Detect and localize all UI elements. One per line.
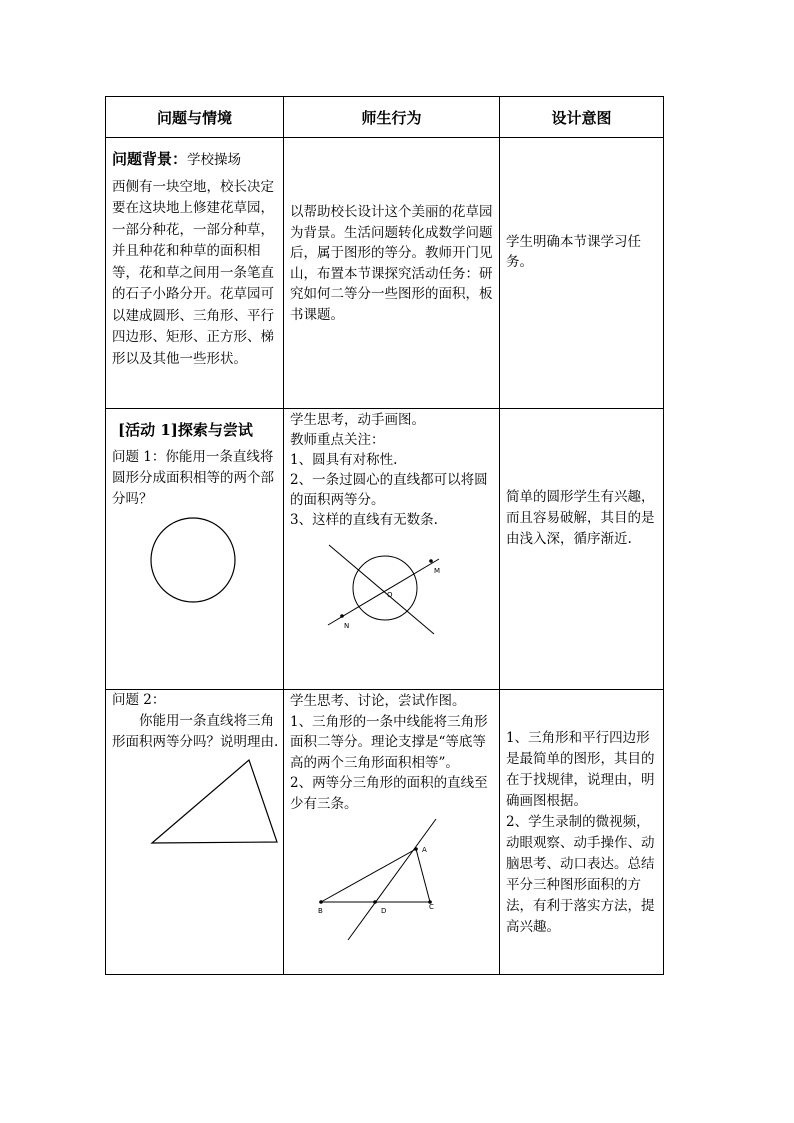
intent-list-3	[500, 690, 663, 938]
label-a: A	[422, 846, 427, 854]
label-b: B	[318, 907, 323, 915]
label-n: N	[344, 622, 350, 630]
bisector-line-2	[328, 559, 439, 625]
situation-body: 西侧有一块空地，校长决定要在这块地上修建花草园，一部分种花，一部分种草，并且种花和种草的面积相等，花和草之间用一条笔直的石子小路分开。花草园可以建成圆形、三角形、平行四边形、矩形、正方形、梯形以及其他一些形状。	[112, 178, 274, 367]
point-m	[429, 559, 433, 563]
triangle-figure	[106, 753, 282, 863]
row-question-2	[106, 690, 664, 975]
label-c: C	[429, 903, 434, 911]
behavior-line: 3、这样的直线有无数条.	[290, 512, 438, 528]
row-activity-1	[106, 409, 664, 690]
cell-behavior-2	[284, 409, 500, 690]
behavior-line: 学生思考，动手画图。	[290, 412, 425, 428]
behavior-text-1: 以帮助校长设计这个美丽的花草园为背景。生活问题转化成数学问题后，属于图形的等分。教师开门见山，布置本节课探究活动任务：研究如何二等分一些图形的面积，板书课题。	[290, 204, 493, 323]
intent-text-1: 学生明确本节课学习任务。	[506, 234, 641, 270]
activity-title: [活动 1]探索与尝试	[118, 421, 253, 439]
header-intent: 设计意图	[500, 97, 664, 138]
label-o: O	[387, 591, 393, 599]
behavior-line: 1、圆具有对称性.	[290, 452, 398, 468]
circle-shape	[353, 556, 417, 620]
triangle-shape	[152, 760, 277, 843]
intent-line: 2、学生录制的微视频，动眼观察、动手操作、动脑思考、动口表达。总结平分三种图形面积的方法，有利于落实方法，提高兴趣。	[506, 814, 655, 935]
behavior-line: 学生思考、讨论，尝试作图。	[290, 693, 466, 709]
situation-title-tail: 学校操场	[187, 152, 242, 168]
cell-intent-3	[500, 690, 664, 975]
question-2-title: 问题 2：	[112, 692, 166, 708]
circle-figure	[106, 510, 282, 630]
situation-title: 问题背景：	[112, 150, 188, 168]
circle-bisect-figure	[284, 530, 498, 650]
bisector-line-1	[329, 545, 434, 634]
intent-text-2: 简单的圆形学生有兴趣，而且容易破解，其目的是由浅入深，循序渐近.	[506, 489, 655, 547]
point-b	[319, 900, 323, 904]
question-2: 你能用一条直线将三角形面积两等分吗？说明理由.	[112, 712, 279, 750]
cell-situation-2	[106, 409, 284, 690]
triangle-abc	[321, 849, 430, 902]
cell-intent-1	[500, 138, 664, 409]
header-situation: 问题与情境	[106, 97, 284, 138]
label-d: D	[381, 907, 387, 915]
behavior-line: 教师重点关注：	[290, 432, 385, 448]
header-behavior: 师生行为	[284, 97, 500, 138]
cell-behavior-3	[284, 690, 500, 975]
point-n	[340, 614, 344, 618]
cell-intent-2	[500, 409, 664, 690]
row-background	[106, 138, 664, 409]
behavior-line: 1、三角形的一条中线能将三角形面积二等分。理论支撑是“等底等高的两个三角形面积相等”。	[290, 713, 488, 771]
question-1: 问题 1：你能用一条直线将圆形分成面积相等的两个部分吗？	[112, 448, 274, 507]
behavior-line: 2、两等分三角形的面积的直线至少有三条。	[290, 775, 488, 812]
cell-behavior-1	[284, 138, 500, 409]
lesson-table	[105, 96, 664, 975]
point-a	[414, 847, 418, 851]
label-m: M	[434, 567, 441, 575]
behavior-list-3	[284, 690, 499, 814]
point-d	[373, 900, 377, 904]
behavior-line: 2、一条过圆心的直线都可以将圆的面积两等分。	[290, 472, 488, 508]
cell-situation-3	[106, 690, 284, 975]
behavior-list-2	[284, 409, 499, 530]
circle-shape	[151, 518, 235, 602]
triangle-median-figure	[284, 814, 498, 944]
cell-situation-1	[106, 138, 284, 409]
intent-line: 1、三角形和平行四边形是最简单的图形，其目的在于找规律，说理由，明确画图根据。	[506, 730, 655, 809]
header-row	[106, 97, 664, 138]
